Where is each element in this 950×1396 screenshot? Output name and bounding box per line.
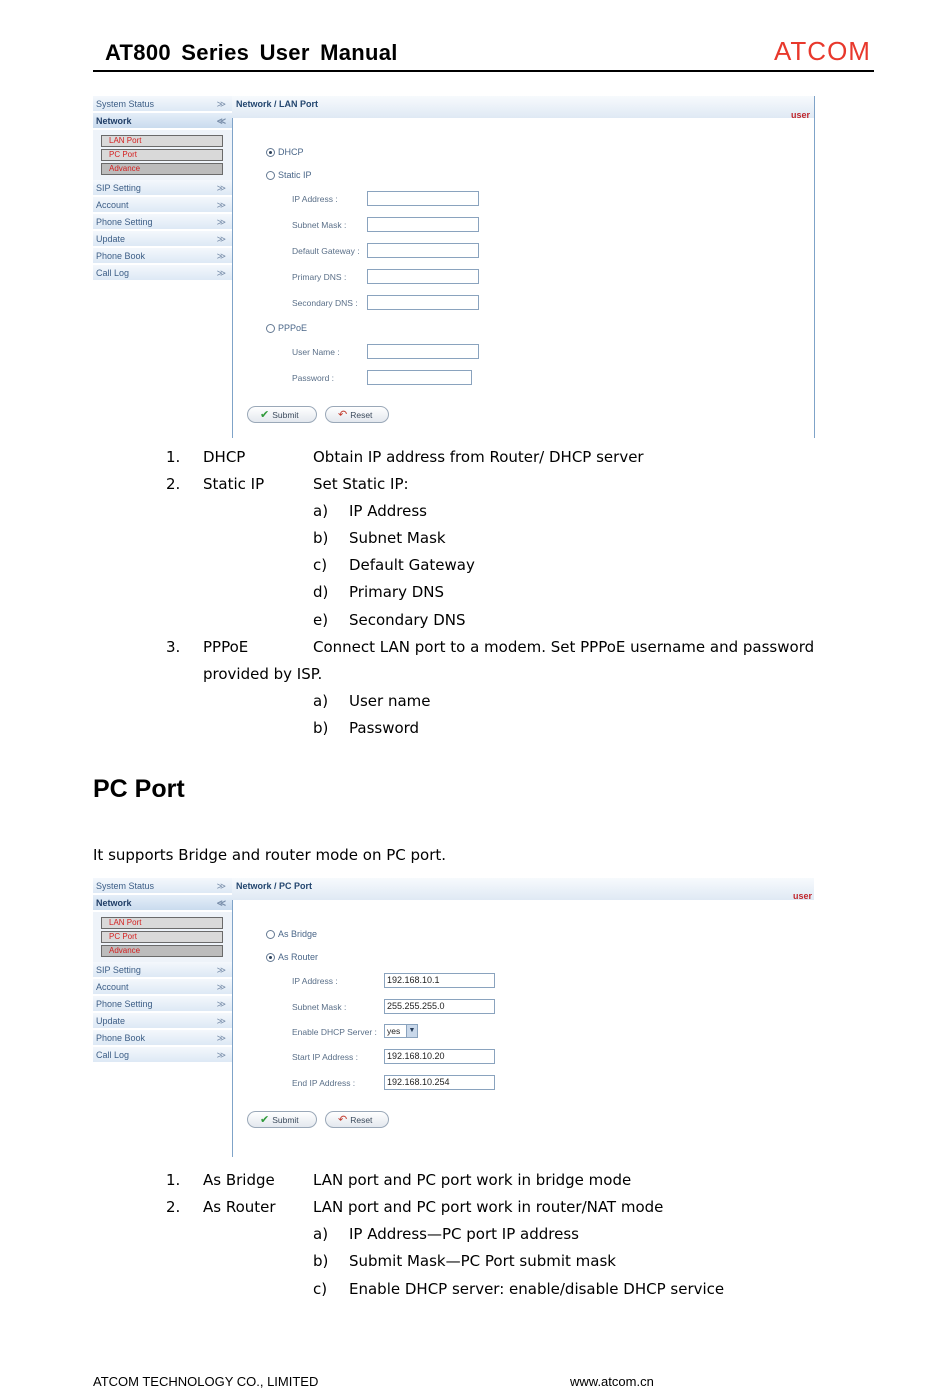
sidebar-item-network[interactable]: Network ≪ — [93, 113, 232, 130]
subnet-mask-input[interactable]: 255.255.255.0 — [384, 999, 495, 1014]
sidebar-item-system-status[interactable]: System Status ≫ — [93, 878, 232, 895]
list-number: 2. — [166, 1198, 181, 1216]
subnav-advance[interactable]: Advance — [101, 163, 223, 175]
chevron-down-icon: ≫ — [216, 1033, 226, 1043]
list-term: DHCP — [203, 448, 246, 466]
sublist-item: Subnet Mask — [349, 529, 446, 547]
password-label: Password : — [292, 373, 335, 383]
undo-icon: ↶ — [338, 409, 348, 421]
sidebar-item-update[interactable]: Update ≫ — [93, 1013, 232, 1030]
list-description: LAN port and PC port work in bridge mode — [313, 1171, 632, 1189]
subnet-mask-input[interactable] — [367, 217, 479, 232]
undo-icon: ↶ — [338, 1114, 348, 1126]
submit-button[interactable]: ✔ Submit — [247, 406, 317, 423]
pc-main-panel — [232, 878, 815, 1157]
radio-empty-icon — [266, 324, 275, 333]
ip-address-label: IP Address : — [292, 194, 338, 204]
sublist-letter: b) — [313, 529, 329, 547]
list-description: Set Static IP: — [313, 475, 409, 493]
reset-button[interactable]: ↶ Reset — [325, 406, 389, 423]
sublist-item: User name — [349, 692, 431, 710]
sidebar-item-sip-setting[interactable]: SIP Setting ≫ — [93, 180, 232, 197]
sublist-letter: d) — [313, 583, 329, 601]
user-name-input[interactable] — [367, 344, 479, 359]
panel-border-right — [814, 96, 815, 438]
sidebar-item-system-status[interactable]: System Status ≫ — [93, 96, 232, 113]
sublist-letter: a) — [313, 692, 329, 710]
sublist-item: Primary DNS — [349, 583, 445, 601]
enable-dhcp-label: Enable DHCP Server : — [292, 1027, 377, 1037]
network-submenu — [93, 912, 232, 962]
chevron-down-icon: ≫ — [216, 268, 226, 278]
user-label: user — [791, 110, 811, 120]
chevron-down-icon: ▼ — [406, 1025, 417, 1037]
sublist-letter: a) — [313, 1225, 329, 1243]
default-gateway-label: Default Gateway : — [292, 246, 360, 256]
sidebar-item-call-log[interactable]: Call Log ≫ — [93, 265, 232, 282]
atcom-logo: ATCOM — [774, 36, 871, 66]
section-heading: PC Port — [93, 775, 185, 803]
reset-button[interactable]: ↶ Reset — [325, 1111, 389, 1128]
subnav-lan-port[interactable]: LAN Port — [101, 135, 223, 147]
network-submenu — [93, 130, 232, 180]
sublist-item: Enable DHCP server: enable/disable DHCP service — [349, 1280, 725, 1298]
sublist-letter: c) — [313, 556, 328, 574]
sidebar-item-phone-setting[interactable]: Phone Setting ≫ — [93, 214, 232, 231]
pppoe-radio[interactable]: PPPoE — [266, 323, 307, 333]
sublist-letter: b) — [313, 719, 329, 737]
list-number: 1. — [166, 448, 181, 466]
radio-selected-icon — [266, 953, 275, 962]
list-term: As Bridge — [203, 1171, 275, 1189]
start-ip-input[interactable]: 192.168.10.20 — [384, 1049, 495, 1064]
secondary-dns-label: Secondary DNS : — [292, 298, 358, 308]
radio-empty-icon — [266, 171, 275, 180]
panel-border-left — [232, 878, 233, 1157]
subnet-mask-label: Subnet Mask : — [292, 220, 347, 230]
chevron-down-icon: ≫ — [216, 251, 226, 261]
chevron-down-icon: ≫ — [216, 965, 226, 975]
as-router-radio[interactable]: As Router — [266, 952, 318, 962]
primary-dns-input[interactable] — [367, 269, 479, 284]
sublist-letter: e) — [313, 611, 329, 629]
end-ip-label: End IP Address : — [292, 1078, 356, 1088]
sidebar-item-phone-book[interactable]: Phone Book ≫ — [93, 1030, 232, 1047]
subnav-advance[interactable]: Advance — [101, 945, 223, 957]
start-ip-label: Start IP Address : — [292, 1052, 358, 1062]
ip-address-input[interactable] — [367, 191, 479, 206]
chevron-down-icon: ≫ — [216, 1016, 226, 1026]
ip-address-input[interactable]: 192.168.10.1 — [384, 973, 495, 988]
chevron-down-icon: ≫ — [216, 881, 226, 891]
panel-border-left — [232, 96, 233, 438]
footer-website: www.atcom.cn — [570, 1374, 654, 1389]
checkmark-icon: ✔ — [260, 1114, 270, 1126]
sublist-item: IP Address — [349, 502, 427, 520]
sidebar-item-phone-book[interactable]: Phone Book ≫ — [93, 248, 232, 265]
chevron-up-icon: ≪ — [216, 116, 226, 126]
section-intro: It supports Bridge and router mode on PC port. — [93, 846, 447, 864]
manual-title: AT800 Series User Manual — [105, 40, 398, 65]
list-term: Static IP — [203, 475, 265, 493]
header-rule — [93, 70, 874, 72]
sublist-item: Password — [349, 719, 420, 737]
footer-company: ATCOM TECHNOLOGY CO., LIMITED — [93, 1374, 319, 1389]
lan-main-panel — [232, 96, 815, 438]
ip-address-label: IP Address : — [292, 976, 338, 986]
user-name-label: User Name : — [292, 347, 340, 357]
chevron-down-icon: ≫ — [216, 183, 226, 193]
chevron-down-icon: ≫ — [216, 99, 226, 109]
list-number: 3. — [166, 638, 181, 656]
enable-dhcp-select[interactable]: yes ▼ — [384, 1024, 418, 1038]
sidebar-item-account[interactable]: Account ≫ — [93, 979, 232, 996]
subnav-lan-port[interactable]: LAN Port — [101, 917, 223, 929]
list-term: PPPoE — [203, 638, 249, 656]
sidebar-item-account[interactable]: Account ≫ — [93, 197, 232, 214]
default-gateway-input[interactable] — [367, 243, 479, 258]
sidebar-item-phone-setting[interactable]: Phone Setting ≫ — [93, 996, 232, 1013]
sidebar-item-network[interactable]: Network ≪ — [93, 895, 232, 912]
sidebar-item-call-log[interactable]: Call Log ≫ — [93, 1047, 232, 1064]
list-number: 1. — [166, 1171, 181, 1189]
chevron-down-icon: ≫ — [216, 200, 226, 210]
static-ip-radio[interactable]: Static IP — [266, 170, 312, 180]
list-description: LAN port and PC port work in router/NAT mode — [313, 1198, 664, 1216]
breadcrumb: Network / LAN Port — [232, 96, 814, 118]
secondary-dns-input[interactable] — [367, 295, 479, 310]
list-description: Connect LAN port to a modem. Set PPPoE username and password — [313, 638, 815, 656]
list-description-continued: provided by ISP. — [203, 665, 323, 683]
checkmark-icon: ✔ — [260, 409, 270, 421]
sublist-item: Submit Mask—PC Port submit mask — [349, 1252, 616, 1270]
sidebar — [93, 878, 232, 1064]
sublist-letter: a) — [313, 502, 329, 520]
chevron-down-icon: ≫ — [216, 1050, 226, 1060]
pc-port-screenshot — [93, 878, 815, 1157]
password-input[interactable] — [367, 370, 472, 385]
as-bridge-radio[interactable]: As Bridge — [266, 929, 317, 939]
sublist-letter: b) — [313, 1252, 329, 1270]
dhcp-radio[interactable]: DHCP — [266, 147, 304, 157]
subnav-pc-port[interactable]: PC Port — [101, 149, 223, 161]
list-term: As Router — [203, 1198, 276, 1216]
lan-port-screenshot — [93, 96, 815, 438]
chevron-down-icon: ≫ — [216, 999, 226, 1009]
sublist-item: IP Address—PC port IP address — [349, 1225, 579, 1243]
sublist-item: Secondary DNS — [349, 611, 466, 629]
radio-selected-icon — [266, 148, 275, 157]
sublist-letter: c) — [313, 1280, 328, 1298]
end-ip-input[interactable]: 192.168.10.254 — [384, 1075, 495, 1090]
user-label: user — [793, 891, 813, 901]
radio-empty-icon — [266, 930, 275, 939]
sidebar-item-update[interactable]: Update ≫ — [93, 231, 232, 248]
sublist-item: Default Gateway — [349, 556, 475, 574]
primary-dns-label: Primary DNS : — [292, 272, 347, 282]
subnet-mask-label: Subnet Mask : — [292, 1002, 347, 1012]
submit-button[interactable]: ✔ Submit — [247, 1111, 317, 1128]
chevron-down-icon: ≫ — [216, 217, 226, 227]
list-description: Obtain IP address from Router/ DHCP server — [313, 448, 644, 466]
subnav-pc-port[interactable]: PC Port — [101, 931, 223, 943]
chevron-up-icon: ≪ — [216, 898, 226, 908]
breadcrumb: Network / PC Port — [232, 878, 814, 900]
chevron-down-icon: ≫ — [216, 982, 226, 992]
list-number: 2. — [166, 475, 181, 493]
sidebar-item-sip-setting[interactable]: SIP Setting ≫ — [93, 962, 232, 979]
chevron-down-icon: ≫ — [216, 234, 226, 244]
sidebar — [93, 96, 232, 282]
